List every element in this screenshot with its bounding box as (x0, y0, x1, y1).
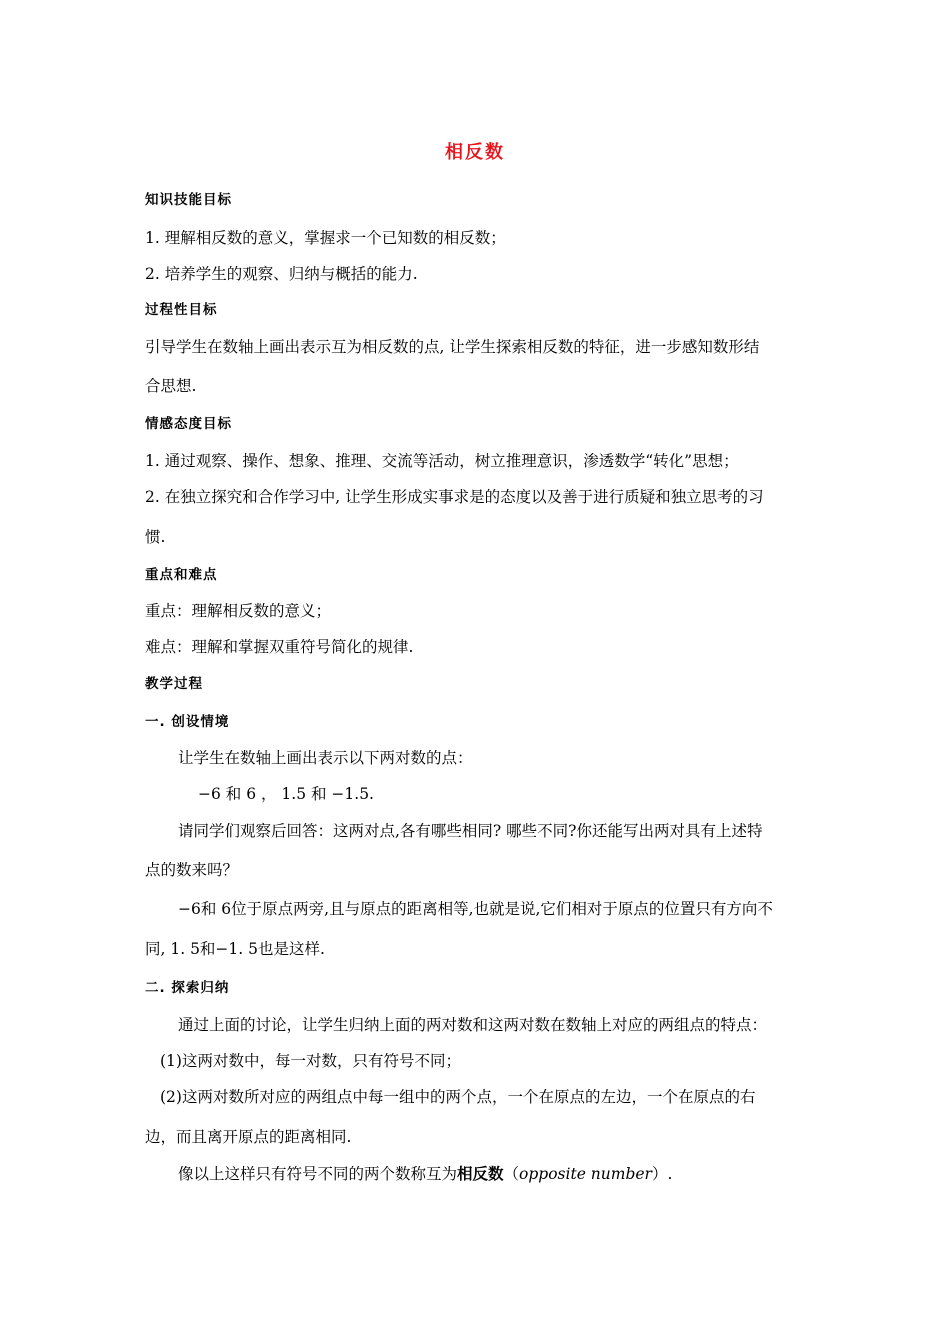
section-heading-teaching: 教学过程 (145, 676, 203, 692)
paragraph: (2)这两对数所对应的两组点中每一组中的两个点，一个在原点的左边，一个在原点的右 (160, 1088, 756, 1106)
paragraph: 1. 通过观察、操作、想象、推理、交流等活动，树立推理意识，渗透数学“转化”思想； (145, 452, 739, 470)
section-heading-process: 过程性目标 (145, 302, 218, 318)
paragraph: 通过上面的讨论，让学生归纳上面的两对数和这两对数在数轴上对应的两组点的特点： (178, 1016, 768, 1034)
definition-paragraph (178, 1164, 848, 1184)
paragraph: 点的数来吗？ (145, 861, 239, 879)
paragraph: 合思想. (145, 377, 197, 395)
paragraph: 引导学生在数轴上画出表示互为相反数的点, 让学生探索相反数的特征，进一步感知数形结 (145, 338, 760, 356)
paragraph: 2. 培养学生的观察、归纳与概括的能力. (145, 265, 418, 283)
paragraph: 边，而且离开原点的距离相同. (145, 1128, 352, 1146)
paren-open: （ (503, 1165, 520, 1183)
paragraph: −6和 6位于原点两旁,且与原点的距离相等,也就是说,它们相对于原点的位置只有方向不 (178, 900, 773, 918)
subsection-heading-step1: 一. 创设情境 (145, 714, 230, 730)
paren-close: ）. (651, 1165, 673, 1183)
definition-term: 相反数 (457, 1164, 504, 1183)
section-heading-key-points: 重点和难点 (145, 567, 218, 583)
section-heading-knowledge: 知识技能目标 (145, 192, 232, 208)
paragraph: 难点：理解和掌握双重符号简化的规律. (145, 638, 414, 656)
paragraph: 1. 理解相反数的意义，掌握求一个已知数的相反数； (145, 229, 506, 247)
paragraph: −6 和 6 ， 1.5 和 −1.5. (198, 785, 374, 803)
english-term: opposite number (519, 1165, 652, 1183)
paragraph: 重点：理解相反数的意义； (145, 602, 332, 620)
paragraph: 2. 在独立探究和合作学习中, 让学生形成实事求是的态度以及善于进行质疑和独立思考的习 (145, 488, 764, 506)
paragraph: 让学生在数轴上画出表示以下两对数的点： (178, 749, 473, 767)
document-title: 相反数 (445, 142, 505, 163)
paragraph: 同, 1. 5和−1. 5也是这样. (145, 940, 325, 958)
definition-text: 像以上这样只有符号不同的两个数称互为 (178, 1165, 458, 1183)
paragraph: (1)这两对数中，每一对数，只有符号不同； (160, 1052, 461, 1070)
subsection-heading-step2: 二. 探索归纳 (145, 980, 230, 996)
paragraph: 惯. (145, 528, 166, 546)
section-heading-emotion: 情感态度目标 (145, 416, 232, 432)
paragraph: 请同学们观察后回答：这两对点,各有哪些相同? 哪些不同?你还能写出两对具有上述特 (178, 822, 763, 840)
